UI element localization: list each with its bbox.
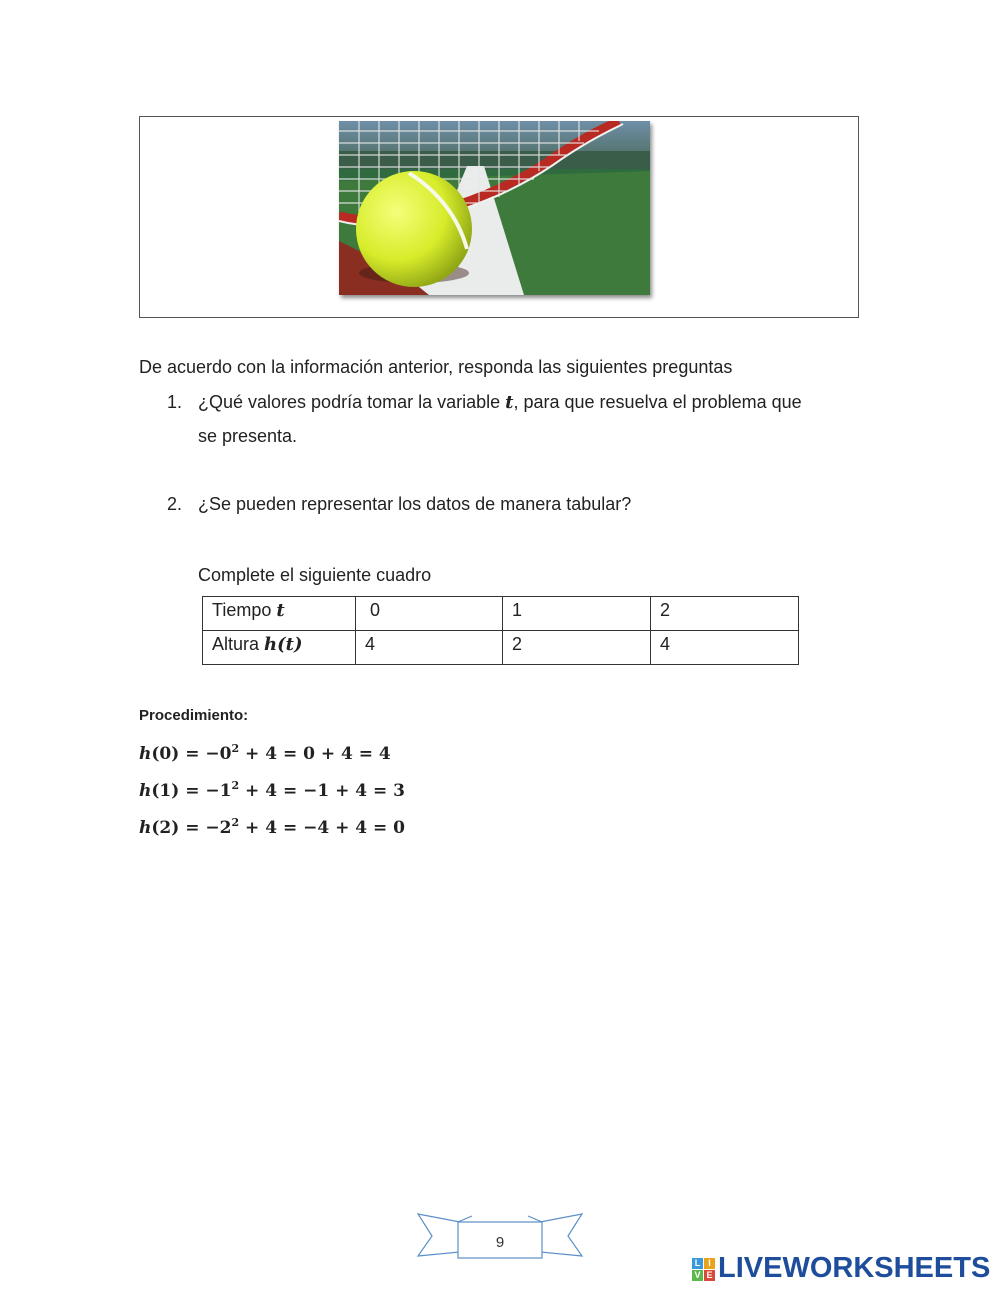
question-2-text: ¿Se pueden representar los datos de manera tabular? <box>198 494 632 514</box>
question-1-number: 1. <box>167 392 183 412</box>
table-cell: 2 <box>651 597 799 631</box>
table-cell: 4 <box>356 631 503 665</box>
table-prompt: Complete el siguiente cuadro <box>198 565 432 585</box>
question-1-line1: ¿Qué valores podría tomar la variable t, para que resuelva el problema que <box>198 392 802 413</box>
equation-h2: $h(2) = -2^2 + 4 = -4 + 4 = 0$ <box>139 816 405 838</box>
question-2-number: 2. <box>167 494 183 514</box>
variable-t: t <box>505 392 514 413</box>
equation-h0: $h(0) = -0^2 + 4 = 0 + 4 = 4$ <box>139 742 391 764</box>
table-cell: 1 <box>503 597 651 631</box>
table-cell-label: Altura h(t) <box>203 631 356 665</box>
tennis-photo <box>339 121 650 295</box>
question-1-line2: se presenta. <box>198 426 298 446</box>
table-cell-label: Tiempo t <box>203 597 356 631</box>
liveworksheets-brand: LIVEWORKSHEETS <box>718 1252 991 1284</box>
procedure-title: Procedimiento: <box>139 707 249 724</box>
table-row-height <box>203 631 799 665</box>
liveworksheets-logo-icon: L I V E <box>692 1258 716 1282</box>
table-cell: 2 <box>503 631 651 665</box>
table-row-time <box>203 597 799 631</box>
table-cell: 0 <box>356 597 503 631</box>
intro-text: De acuerdo con la información anterior, responda las siguientes preguntas <box>139 357 733 377</box>
page-number: 9 <box>495 1234 505 1251</box>
equation-h1: $h(1) = -1^2 + 4 = -1 + 4 = 3$ <box>139 779 405 801</box>
table-cell: 4 <box>651 631 799 665</box>
data-table <box>202 596 799 665</box>
